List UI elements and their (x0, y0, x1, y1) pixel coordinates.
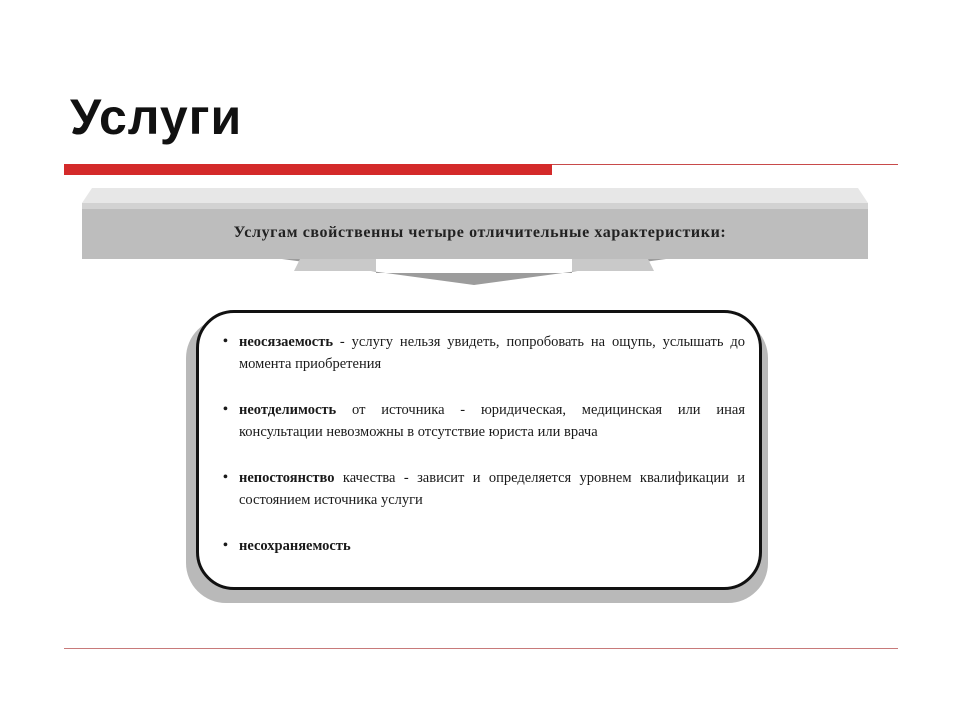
banner-text: Услугам свойственны четыре отличительные характеристики: (233, 224, 727, 241)
title-underline-red (64, 164, 552, 175)
item-term: несохраняемость (239, 538, 351, 554)
item-term: неотделимость (239, 402, 337, 418)
bullet-icon: • (223, 470, 228, 485)
list-item (223, 399, 745, 443)
characteristics-list (199, 313, 759, 557)
list-item (223, 467, 745, 511)
title-underline-thin (552, 164, 898, 165)
list-item (223, 535, 745, 557)
bullet-icon: • (223, 402, 228, 417)
item-description: от источника - юридическая, медицинская или иная консультации невозможны в отсутствие юриста или врача (239, 402, 745, 440)
item-term: неосязаемость (239, 334, 333, 350)
slide-title: Услуги (70, 89, 243, 145)
footer-divider (64, 648, 898, 649)
bullet-icon: • (223, 334, 228, 349)
list-item (223, 331, 745, 375)
item-description: качества - зависит и определяется уровнем квалификации и состоянием источника услуги (239, 470, 745, 508)
bullet-icon: • (223, 538, 228, 553)
item-description: - услугу нельзя увидеть, попробовать на ощупь, услышать до момента приобретения (239, 334, 745, 372)
characteristics-card (196, 310, 762, 590)
item-term: непостоянство (239, 470, 335, 486)
